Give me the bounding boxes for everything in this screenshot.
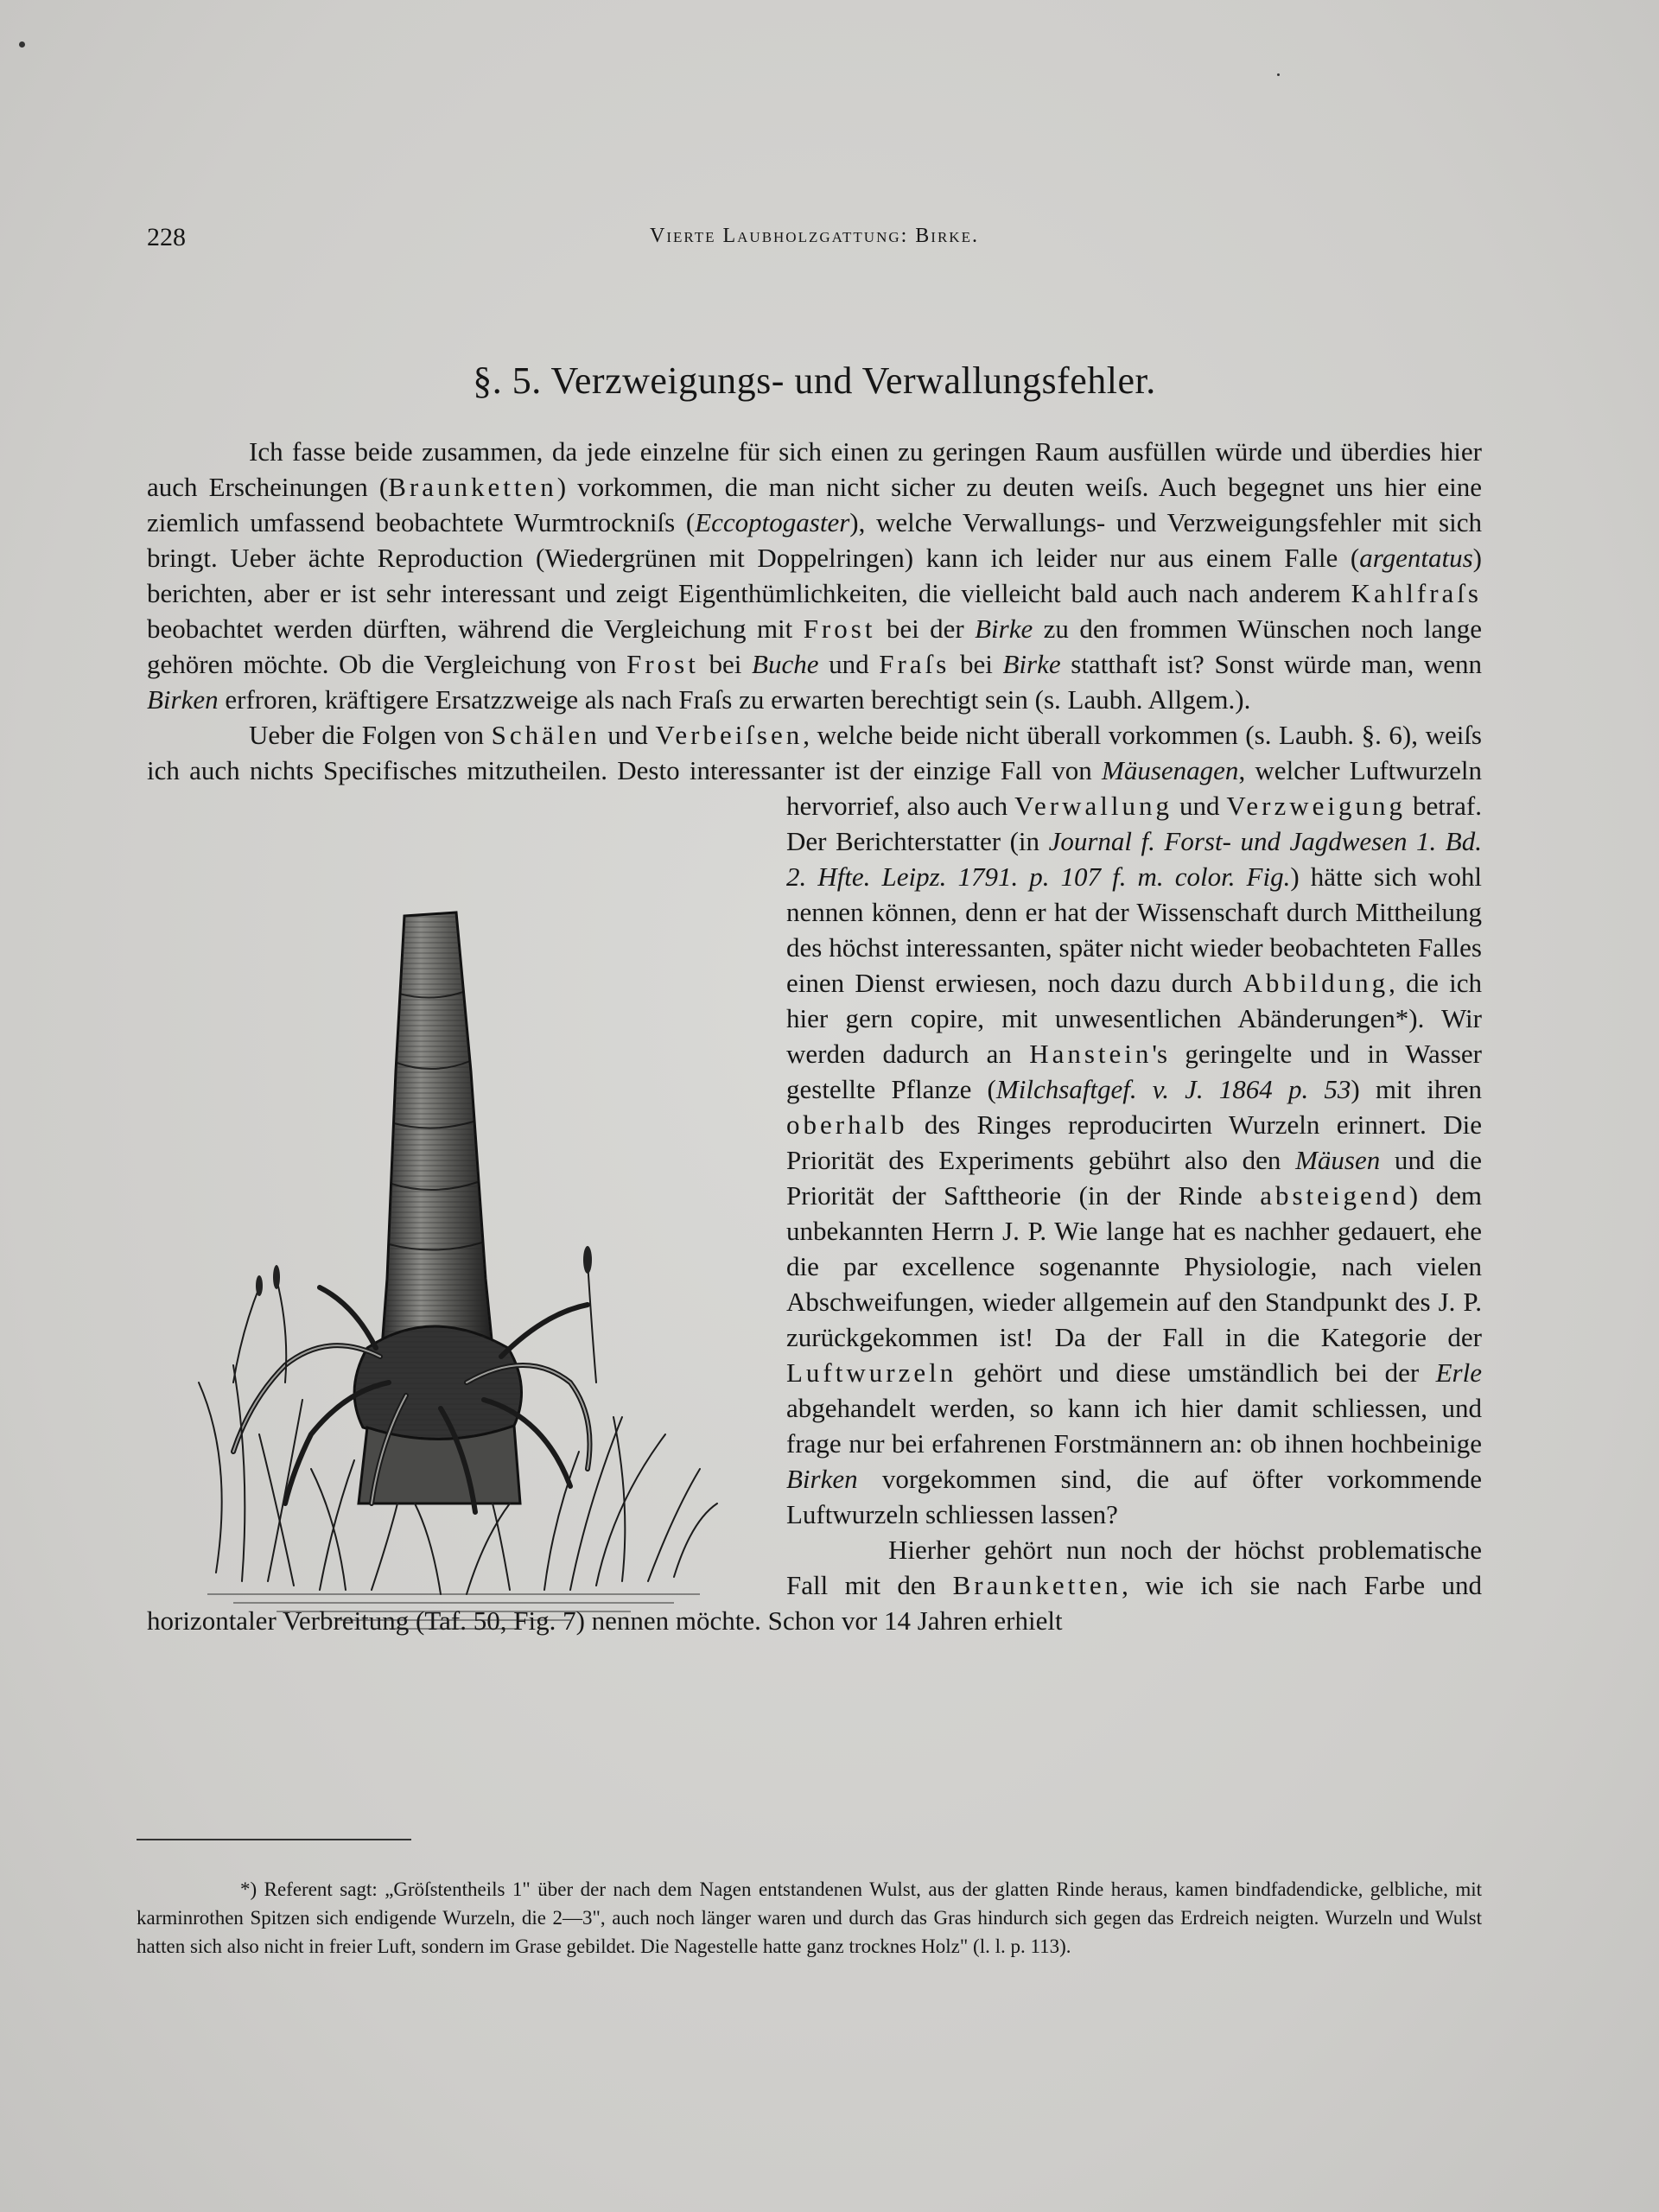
page-number: 228 <box>147 223 186 251</box>
spaced-term: Kahlfraſs <box>1351 578 1482 608</box>
text-run: Hierher gehört nun noch der höchst problematische Fall mit den <box>786 1535 1482 1600</box>
text-run: ) vorkommen, die man nicht sicher zu deuten weiſs. Auch begegnet uns hier eine ziemlich umfassend beobachtete Wurmtrockniſs ( <box>147 472 1482 537</box>
italic-term: Erle <box>1435 1357 1482 1388</box>
spaced-term: Hanstein <box>1029 1039 1153 1069</box>
text-run: Ueber die Folgen von <box>249 720 492 750</box>
spaced-term: Verbeiſsen <box>655 720 804 750</box>
italic-term: Birken <box>786 1464 858 1494</box>
spaced-term: oberhalb <box>786 1109 908 1140</box>
birch-stump-figure <box>181 899 726 1650</box>
text-run: beobachtet werden dürften, während die Vergleichung mit <box>147 613 804 644</box>
citation: Journal f. Forst- und Jagdwesen 1. Bd. 2. Hfte. Leipz. 1791. p. 107 f. m. color. Fig. <box>786 826 1482 892</box>
spaced-term: absteigend <box>1260 1180 1409 1211</box>
text-run: vorgekommen sind, die auf öfter vorkommende Luftwurzeln schliessen lassen? <box>786 1464 1482 1529</box>
italic-term: Buche <box>752 649 819 679</box>
spaced-term: Braunketten <box>952 1570 1122 1600</box>
text-run: , welche beide nicht überall vorkommen (s. Laubh. §. 6), weiſs ich auch nichts Specifisches mitzutheilen. Desto interessanter ist der einzige Fall von <box>147 720 1482 785</box>
spaced-term: Abbildung <box>1243 968 1389 998</box>
italic-term: Mäusenagen <box>1102 755 1239 785</box>
paragraph-1 <box>147 434 1482 717</box>
text-run: , wie ich sie nach Farbe und horizontaler Verbreitung (Taf. 50, Fig. 7) nennen möchte. Schon vor 14 Jahren erhielt <box>147 1570 1483 1636</box>
italic-term: Mäusen <box>1295 1145 1381 1175</box>
text-run: und die Priorität der Safttheorie (in der Rinde <box>786 1145 1482 1211</box>
text-run: betraf. Der Berichterstatter (in <box>786 791 1482 856</box>
spaced-term: Frost <box>626 649 699 679</box>
text-run: , die ich hier gern copire, mit unwesentlichen Abänderungen*). Wir werden dadurch an <box>786 968 1483 1069</box>
text-run: Ich fasse beide zusammen, da jede einzelne für sich einen zu geringen Raum ausfüllen würde und überdies hier auch Erscheinungen ( <box>147 436 1482 502</box>
italic-term: Eccoptogaster <box>695 507 850 537</box>
text-run: und <box>1172 791 1227 821</box>
spaced-term: Braunketten <box>388 472 557 502</box>
running-head: Vierte Laubholzgattung: Birke. <box>650 225 979 247</box>
paper-speck <box>1277 73 1280 76</box>
text-run: statthaft ist? Sonst würde man, wenn <box>1060 649 1483 679</box>
italic-term: Birke <box>975 613 1033 644</box>
paper-speck <box>19 41 25 48</box>
text-run: ) mit ihren <box>1351 1074 1483 1104</box>
spaced-term: Verzweigung <box>1226 791 1406 821</box>
spaced-term: Schälen <box>491 720 601 750</box>
italic-term: argentatus <box>1359 543 1473 573</box>
spaced-term: Luftwurzeln <box>786 1357 957 1388</box>
text-run: , welcher Luftwurzeln hervorrief, also auch <box>786 755 1482 821</box>
page-header <box>147 223 1482 257</box>
section-title: Verzweigungs- und Verwallungsfehler. <box>550 359 1156 402</box>
footnote-rule <box>137 1839 411 1840</box>
text-run: bei <box>950 649 1003 679</box>
section-heading <box>147 359 1482 403</box>
text-run: gehört und diese umständlich bei der <box>957 1357 1436 1388</box>
text-run: bei <box>698 649 753 679</box>
spaced-term: Frost <box>803 613 876 644</box>
citation: Milchsaftgef. v. J. 1864 p. 53 <box>995 1074 1351 1104</box>
section-number: §. 5. <box>473 359 542 402</box>
text-run: bei der <box>875 613 976 644</box>
text-run: zu den frommen Wünschen noch lange gehören möchte. Ob die Vergleichung von <box>147 613 1482 679</box>
text-run: ), welche Verwallungs- und Verzweigungsfehler mit sich bringt. Ueber ächte Reproduction (Wiedergrünen mit Doppelringen) kann ich leider nur aus einem Falle ( <box>147 507 1482 573</box>
text-run: des Ringes reproducirten Wurzeln erinnert. Die Priorität des Experiments gebührt also den <box>786 1109 1482 1175</box>
text-run: 's geringelte und in Wasser gestellte Pflanze ( <box>786 1039 1482 1104</box>
italic-term: Birke <box>1002 649 1061 679</box>
text-run: ) dem unbekannten Herrn J. P. Wie lange hat es nachher gedauert, ehe die par excellence sogenannte Physiologie, nach vielen Abschweifungen, wieder allgemein auf den Standpunkt des J. P. zurückgekommen ist! Da der Fall in die Kategorie der <box>786 1180 1482 1352</box>
text-run: abgehandelt werden, so kann ich hier damit schliessen, und frage nur bei erfahrenen Forstmännern an: ob ihnen hochbeinige <box>786 1393 1482 1459</box>
text-run: und <box>818 649 880 679</box>
spaced-term: Fraſs <box>879 649 950 679</box>
footnote <box>137 1875 1482 1961</box>
text-run: ) hätte sich wohl nennen können, denn er hat der Wissenschaft durch Mittheilung des höchst interessanten, später nicht wieder beobachteten Falles einen Dienst erwiesen, noch dazu durch <box>786 861 1482 998</box>
text-run: erfroren, kräftigere Ersatzzweige als nach Fraſs zu erwarten berechtigt sein (s. Laubh. Allgem.). <box>218 684 1251 715</box>
birch-stump-illustration <box>181 899 726 1650</box>
spaced-term: Verwallung <box>1014 791 1173 821</box>
text-run: und <box>600 720 656 750</box>
text-run: ) berichten, aber er ist sehr interessant und zeigt Eigenthümlichkeiten, die vielleicht bald auch nach anderem <box>147 543 1482 608</box>
footnote-text: *) Referent sagt: „Gröſstentheils 1" über der nach dem Nagen entstandenen Wulst, aus der glatten Rinde heraus, kamen bindfadendicke, gelbliche, mit karminrothen Spitzen sich endigende Wurzeln, die 2—3", auch noch länger waren und durch das Gras hindurch sich gegen das Erdreich neigten. Wurzeln und Wulst hatten sich also nicht in freier Luft, sondern im Grase gebildet. Die Nagestelle hatte ganz trocknes Holz" (l. l. p. 113). <box>137 1878 1482 1957</box>
italic-term: Birken <box>147 684 219 715</box>
